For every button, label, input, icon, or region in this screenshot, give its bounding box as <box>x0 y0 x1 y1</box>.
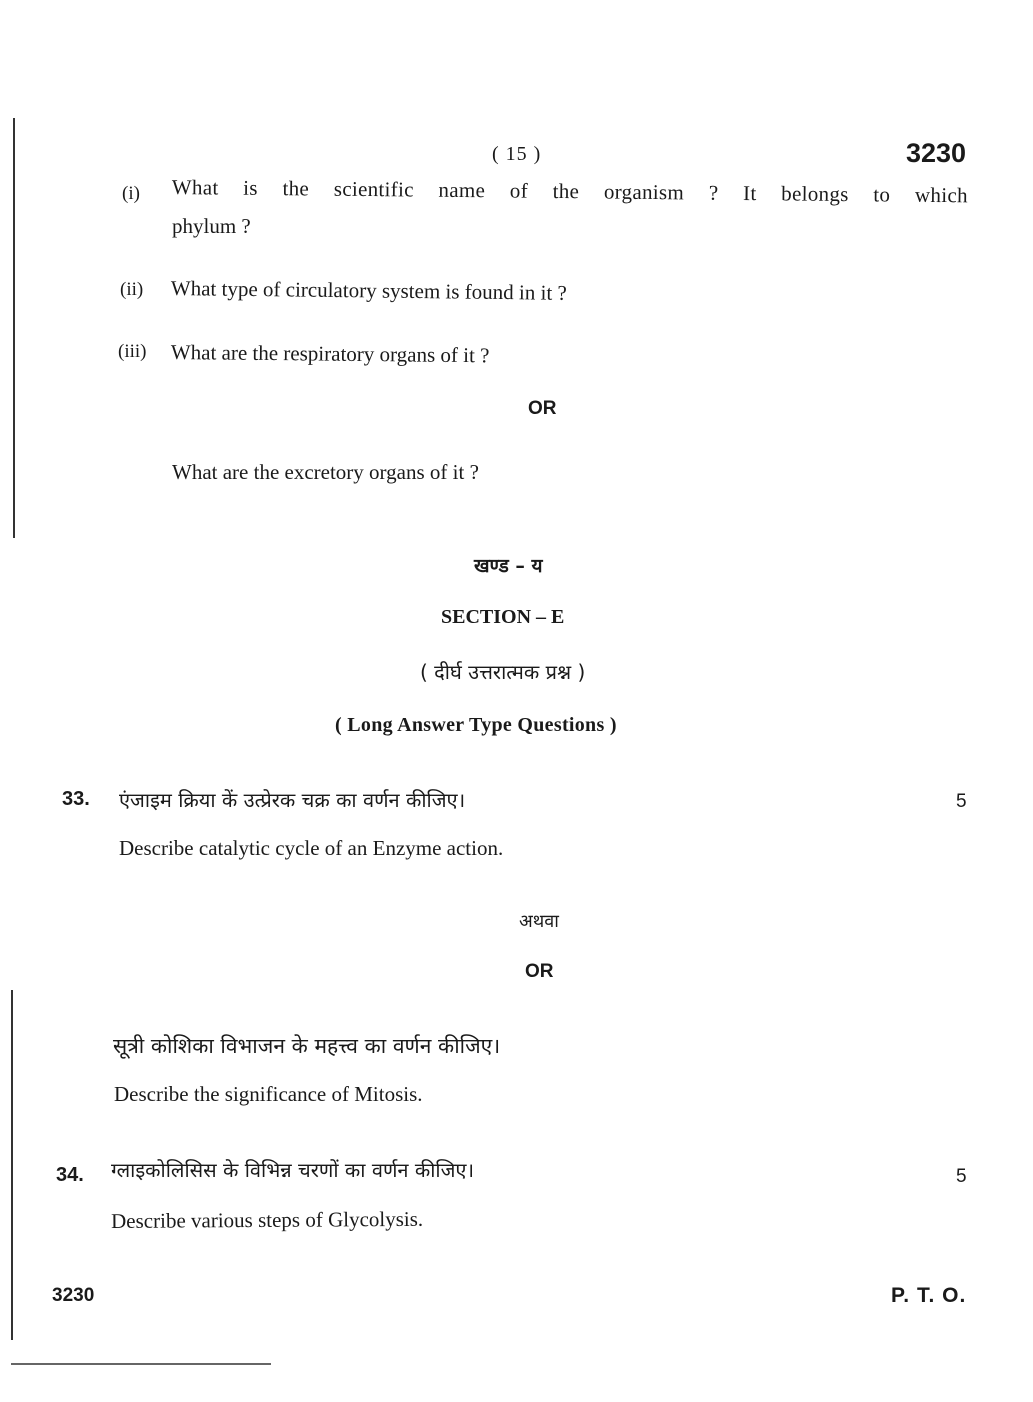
page-number: ( 15 ) <box>492 143 542 165</box>
question-number: 34. <box>56 1164 84 1186</box>
or-question-text: What are the excretory organs of it ? <box>172 460 479 484</box>
scan-edge-line-base <box>11 1363 271 1365</box>
scan-edge-line-bottom <box>11 990 13 1340</box>
subquestion-text: What type of circulatory system is found in it ? <box>170 276 567 305</box>
subquestion-text <box>172 175 968 208</box>
subquestion-text: What are the respiratory organs of it ? <box>170 340 490 368</box>
subquestion-line: phylum ? <box>172 214 251 238</box>
section-hindi-subtitle: ( दीर्घ उत्तरात्मक प्रश्न ) <box>420 660 586 684</box>
question-marks: 5 <box>956 1166 967 1187</box>
section-subtitle: ( Long Answer Type Questions ) <box>335 714 617 736</box>
subquestion-marker: (ii) <box>120 279 144 300</box>
question-english-text: Describe catalytic cycle of an Enzyme action. <box>119 836 504 860</box>
subquestion-marker: (iii) <box>118 341 147 362</box>
or-hindi-label: अथवा <box>519 911 559 932</box>
question-english-text: Describe various steps of Glycolysis. <box>111 1206 424 1233</box>
or-label: OR <box>528 398 557 419</box>
or-label: OR <box>525 961 554 982</box>
question-number: 33. <box>62 788 90 810</box>
footer-paper-code: 3230 <box>52 1285 95 1306</box>
section-title: SECTION – E <box>441 606 565 628</box>
scan-edge-line-top <box>13 118 15 538</box>
paper-code: 3230 <box>906 138 967 168</box>
please-turn-over: P. T. O. <box>891 1284 967 1307</box>
alternative-english-text: Describe the significance of Mitosis. <box>114 1082 423 1106</box>
question-marks: 5 <box>956 791 967 812</box>
subquestion-line: What is the scientific name of the organism ? It belongs to which <box>171 175 968 208</box>
question-hindi-text: ग्लाइकोलिसिस के विभिन्न चरणों का वर्णन कीजिए। <box>111 1158 475 1182</box>
section-hindi-title: खण्ड – य <box>474 555 543 577</box>
question-hindi-text: एंजाइम क्रिया कें उत्प्रेरक चक्र का वर्णन कीजिए। <box>119 788 466 812</box>
alternative-hindi-text: सूत्री कोशिका विभाजन के महत्त्व का वर्णन कीजिए। <box>113 1034 501 1058</box>
subquestion-marker: (i) <box>122 183 140 204</box>
